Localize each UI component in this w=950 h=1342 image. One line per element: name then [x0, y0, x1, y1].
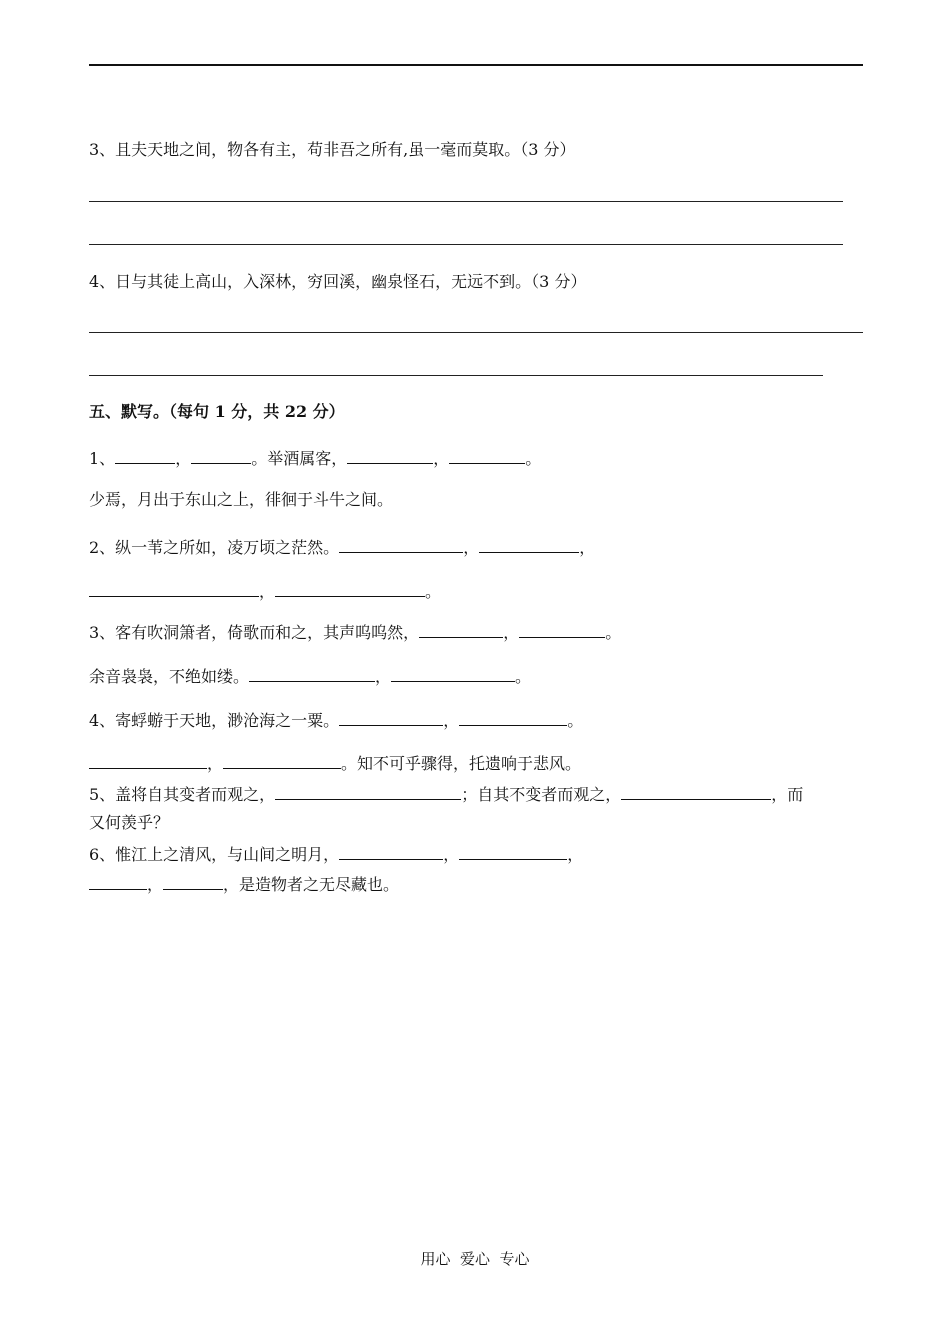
dictation-item-5	[89, 783, 803, 805]
dictation-item-1	[89, 447, 541, 469]
punctuation: 。	[567, 711, 584, 730]
fill-blank[interactable]	[519, 621, 605, 638]
fill-blank[interactable]	[419, 621, 503, 638]
dictation-item-4-line2	[89, 752, 581, 774]
item-text: 。举酒属客，	[251, 449, 348, 468]
punctuation: 。	[425, 582, 442, 601]
answer-line	[89, 332, 863, 333]
item-text: 6、惟江上之清风，与山间之明月，	[89, 845, 340, 864]
punctuation: ，	[207, 754, 224, 773]
punctuation: 。	[605, 623, 622, 642]
question-4: 4、日与其徒上高山，入深林，穷回溪，幽泉怪石，无远不到。（3 分）	[89, 272, 587, 291]
fill-blank[interactable]	[621, 783, 771, 800]
answer-line	[89, 201, 843, 202]
answer-line	[89, 375, 823, 376]
dictation-item-1-line2: 少焉，月出于东山之上，徘徊于斗牛之间。	[89, 490, 394, 509]
page-footer: 用心 爱心 专心	[420, 1250, 530, 1268]
item-text: 余音袅袅，不绝如缕。	[89, 667, 250, 686]
fill-blank[interactable]	[459, 843, 567, 860]
dictation-item-4	[89, 709, 583, 731]
fill-blank[interactable]	[339, 536, 463, 553]
fill-blank[interactable]	[449, 447, 525, 464]
fill-blank[interactable]	[275, 783, 461, 800]
fill-blank[interactable]	[223, 752, 341, 769]
dictation-item-6-line2	[89, 873, 399, 895]
item-text: ，是造物者之无尽藏也。	[223, 875, 400, 894]
fill-blank[interactable]	[391, 665, 515, 682]
punctuation: ，	[503, 623, 520, 642]
fill-blank[interactable]	[347, 447, 433, 464]
item-text: 2、纵一苇之所如，凌万顷之茫然。	[89, 538, 340, 557]
punctuation: ，	[567, 845, 584, 864]
item-text: 。知不可乎骤得，托遗响于悲风。	[341, 754, 582, 773]
punctuation: 。	[515, 667, 532, 686]
fill-blank[interactable]	[479, 536, 579, 553]
item-text: ；自其不变者而观之，	[461, 785, 622, 804]
dictation-item-2-line2	[89, 580, 441, 602]
item-number: 1、	[89, 449, 116, 468]
punctuation: ，	[443, 845, 460, 864]
punctuation: ，	[175, 449, 192, 468]
punctuation: 。	[525, 449, 542, 468]
fill-blank[interactable]	[89, 752, 207, 769]
fill-blank[interactable]	[275, 580, 425, 597]
fill-blank[interactable]	[339, 843, 443, 860]
punctuation: ，	[259, 582, 276, 601]
fill-blank[interactable]	[163, 873, 223, 890]
fill-blank[interactable]	[339, 709, 443, 726]
section-heading: 五、默写。（每句 1 分，共 22 分）	[89, 402, 345, 421]
dictation-item-3	[89, 621, 621, 643]
item-text: 4、寄蜉蝣于天地，渺沧海之一粟。	[89, 711, 340, 730]
item-text: 3、客有吹洞箫者，倚歌而和之，其声呜呜然，	[89, 623, 420, 642]
punctuation: ，	[433, 449, 450, 468]
fill-blank[interactable]	[89, 580, 259, 597]
answer-line	[89, 244, 843, 245]
punctuation: ，	[463, 538, 480, 557]
fill-blank[interactable]	[459, 709, 567, 726]
punctuation: ，	[443, 711, 460, 730]
dictation-item-5-line2: 又何羡乎？	[89, 813, 170, 832]
question-3: 3、且夫天地之间，物各有主，苟非吾之所有,虽一毫而莫取。（3 分）	[89, 140, 576, 159]
item-text: 5、盖将自其变者而观之，	[89, 785, 276, 804]
punctuation: ，	[147, 875, 164, 894]
dictation-item-2	[89, 536, 595, 558]
top-rule	[89, 64, 863, 66]
fill-blank[interactable]	[89, 873, 147, 890]
fill-blank[interactable]	[191, 447, 251, 464]
fill-blank[interactable]	[249, 665, 375, 682]
punctuation: ，	[375, 667, 392, 686]
dictation-item-6	[89, 843, 583, 865]
fill-blank[interactable]	[115, 447, 175, 464]
item-text: ，而	[771, 785, 804, 804]
punctuation: ，	[579, 538, 596, 557]
dictation-item-3-line2	[89, 665, 531, 687]
